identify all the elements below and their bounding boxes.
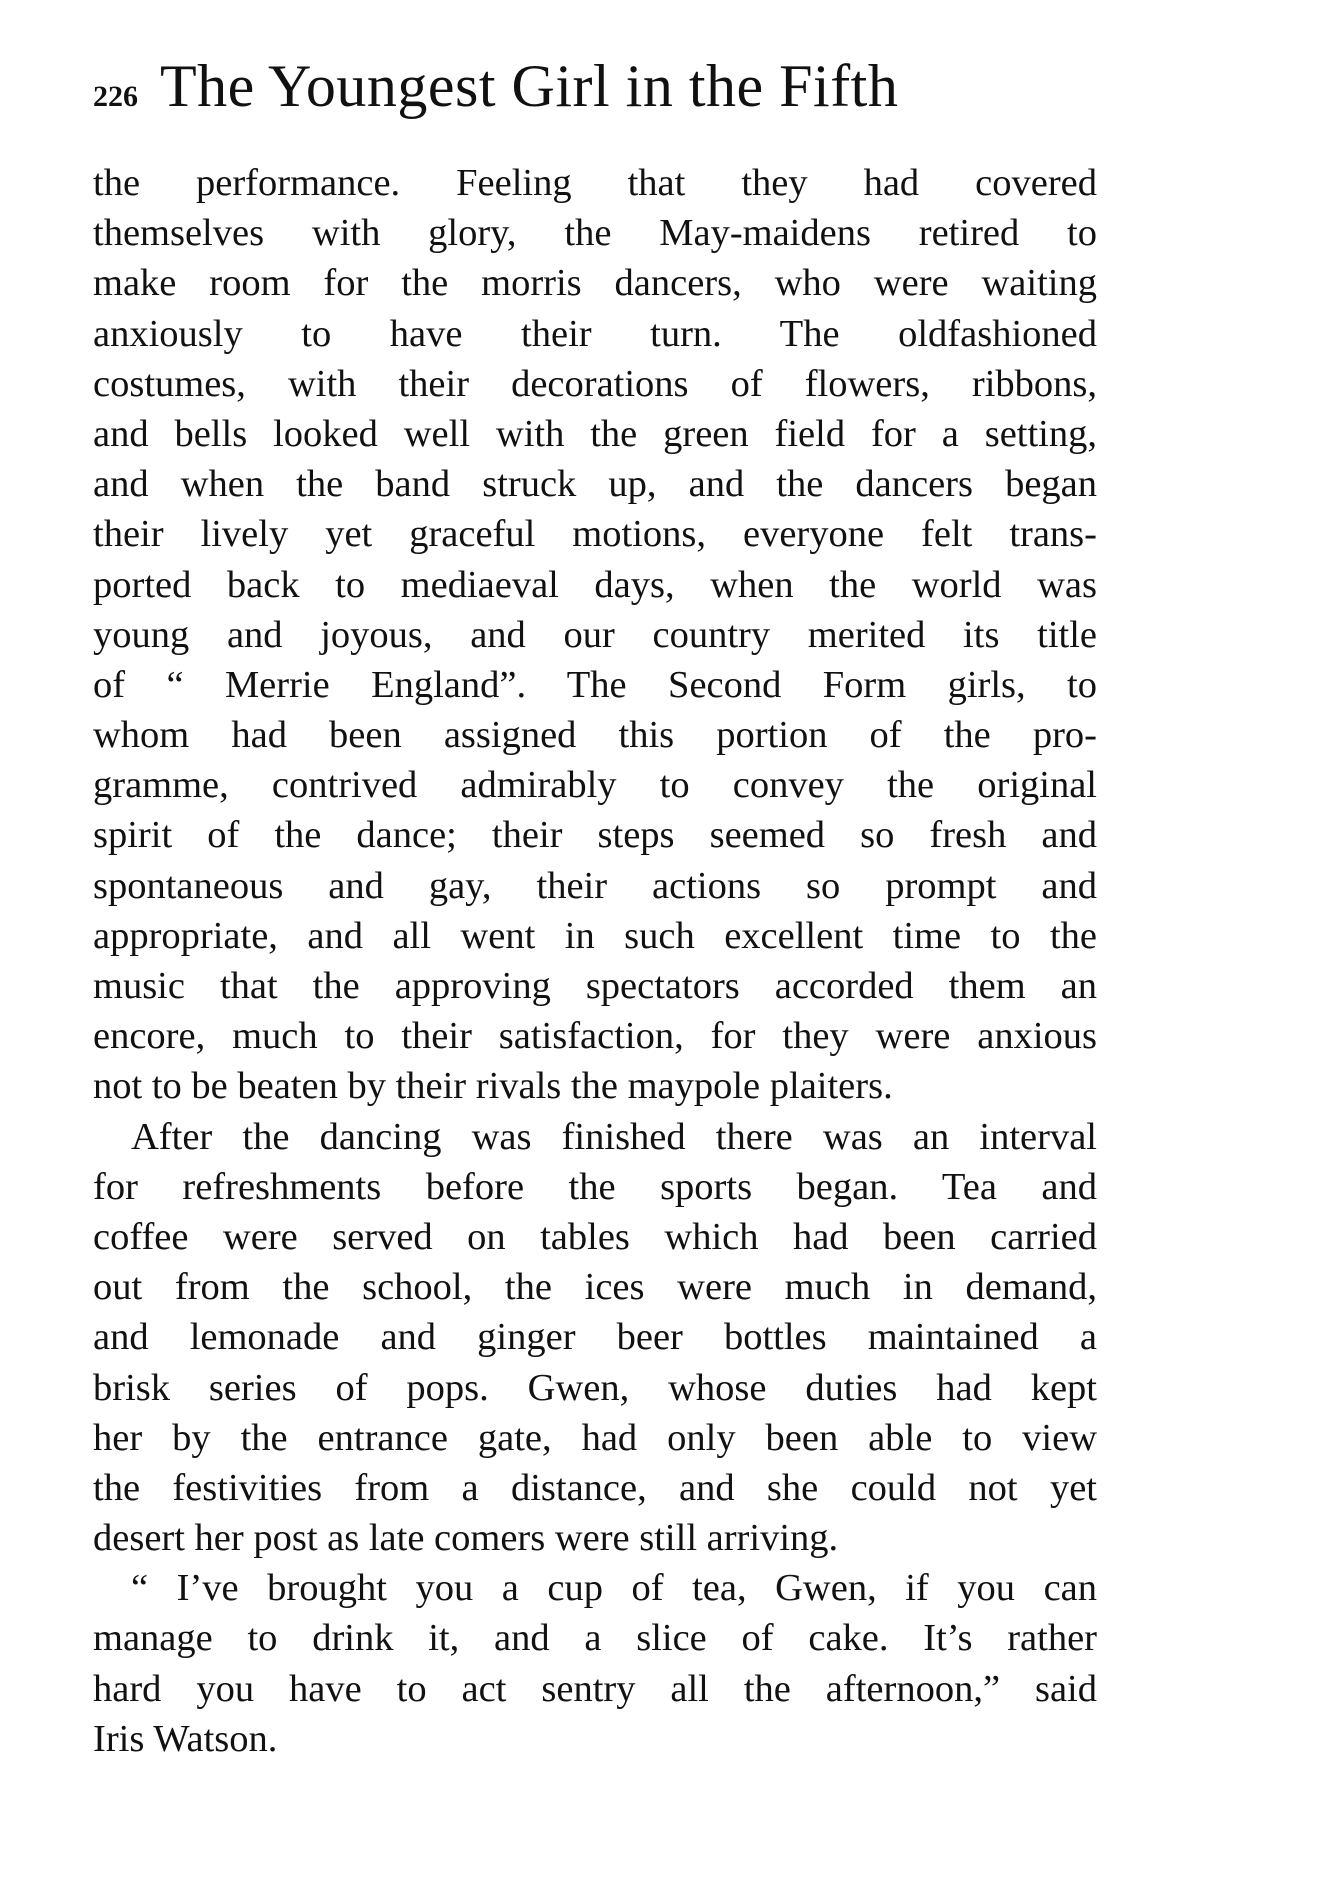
text-line: manage to drink it, and a slice of cake. It’s rather: [93, 1617, 1097, 1660]
text-line: brisk series of pops. Gwen, whose duties had kept: [93, 1366, 1097, 1409]
text-line: costumes, with their decorations of flowers, ribbons,: [93, 362, 1097, 405]
text-line: for refreshments before the sports began. Tea and: [93, 1165, 1097, 1208]
running-header: [93, 52, 1097, 121]
text-line: her by the entrance gate, had only been able to view: [93, 1416, 1097, 1459]
text-line: the festivities from a distance, and she could not yet: [93, 1466, 1097, 1509]
page-number: 226: [93, 80, 138, 113]
text-line: encore, much to their satisfaction, for they were anxious: [93, 1015, 1097, 1058]
text-line: not to be beaten by their rivals the maypole plaiters.: [93, 1065, 893, 1108]
text-line: appropriate, and all went in such excellent time to the: [93, 914, 1097, 957]
text-line: ported back to mediaeval days, when the world was: [93, 563, 1097, 606]
text-line: “ I’ve brought you a cup of tea, Gwen, if you can: [131, 1567, 1097, 1610]
text-line: Iris Watson.: [93, 1717, 278, 1760]
text-line: of “ Merrie England”. The Second Form girls, to: [93, 663, 1097, 706]
text-line: out from the school, the ices were much in demand,: [93, 1266, 1097, 1309]
text-line: and lemonade and ginger beer bottles maintained a: [93, 1316, 1097, 1359]
text-line: their lively yet graceful motions, everyone felt trans-: [93, 513, 1097, 556]
text-line: spontaneous and gay, their actions so prompt and: [93, 864, 1097, 907]
page-body-text: [93, 158, 1097, 1764]
text-line: and when the band struck up, and the dancers began: [93, 463, 1097, 506]
text-line: desert her post as late comers were still arriving.: [93, 1517, 839, 1560]
text-line: gramme, contrived admirably to convey the original: [93, 764, 1097, 807]
text-line: whom had been assigned this portion of the pro-: [93, 714, 1097, 757]
running-title: The Youngest Girl in the Fifth: [160, 53, 899, 119]
text-line: After the dancing was finished there was an interval: [131, 1115, 1097, 1158]
text-line: coffee were served on tables which had been carried: [93, 1215, 1097, 1258]
text-line: and bells looked well with the green field for a setting,: [93, 412, 1097, 455]
text-line: spirit of the dance; their steps seemed so fresh and: [93, 814, 1097, 857]
text-line: anxiously to have their turn. The oldfashioned: [93, 312, 1097, 355]
text-line: themselves with glory, the May-maidens retired to: [93, 212, 1097, 255]
text-line: hard you have to act sentry all the afternoon,” said: [93, 1667, 1097, 1710]
text-line: young and joyous, and our country merited its title: [93, 613, 1097, 656]
text-line: the performance. Feeling that they had covered: [93, 162, 1097, 204]
text-line: music that the approving spectators accorded them an: [93, 965, 1097, 1007]
text-line: make room for the morris dancers, who were waiting: [93, 262, 1097, 305]
